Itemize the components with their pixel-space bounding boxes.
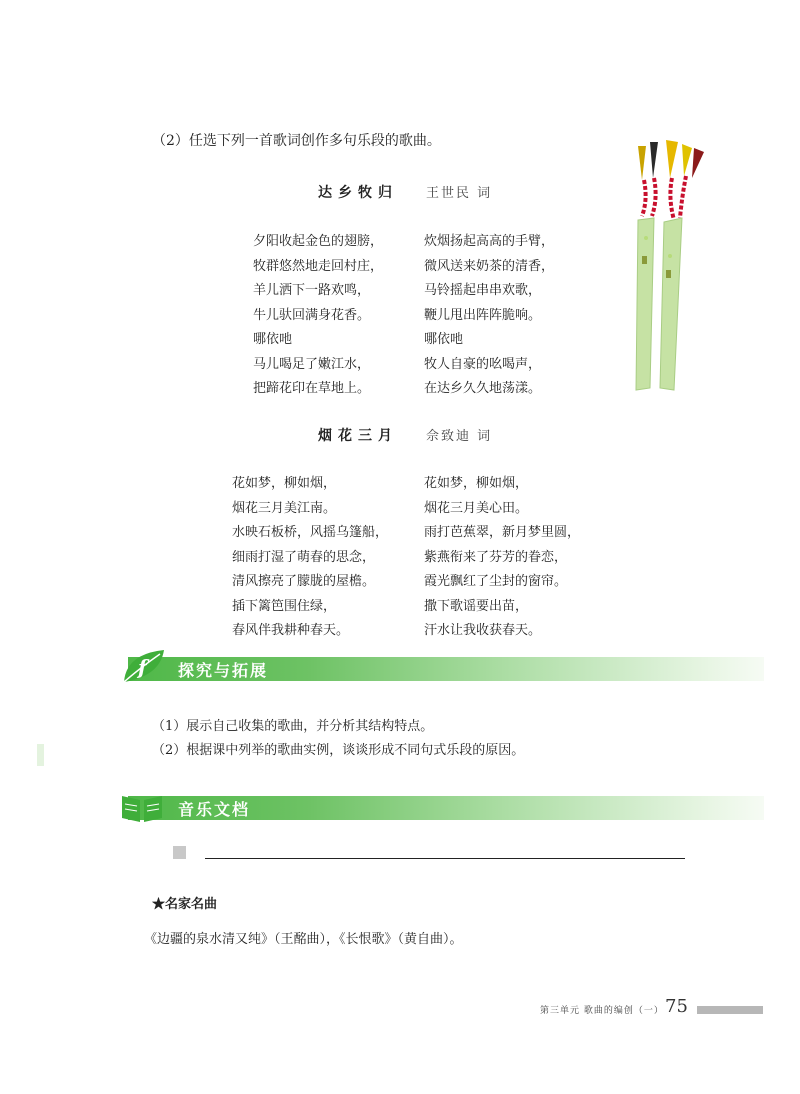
lyric-line: 微风送来奶茶的清香， [424, 258, 555, 274]
explore-item-1: （1）展示自己收集的歌曲，并分析其结构特点。 [152, 719, 434, 734]
lyric-line: 牧群悠然地走回村庄， [253, 258, 384, 274]
lyric-line: 紫燕衔来了芬芳的眷恋， [424, 549, 568, 565]
lyric-line: 花如梦，柳如烟， [424, 476, 529, 491]
lyric-line: 春风伴我耕种春天。 [232, 623, 350, 638]
lyric-line: 把蹄花印在草地上。 [253, 381, 371, 396]
song2-title: 烟花三月 [318, 428, 398, 444]
explore-banner [128, 657, 764, 681]
lyric-line: 夕阳收起金色的翅膀， [253, 234, 384, 249]
margin-marker [37, 744, 44, 766]
lyric-line: 细雨打湿了萌春的思念， [232, 549, 376, 565]
song1-lyrics-right [424, 230, 554, 402]
famous-works-text: 《边疆的泉水清又纯》（王酩曲），《长恨歌》（黄自曲）。 [144, 932, 463, 947]
lyric-line: 羊儿洒下一路欢鸣， [253, 283, 371, 298]
lyric-line: 撒下歌谣要出苗， [424, 598, 529, 614]
footer-unit: 第三单元 歌曲的编创（一） [540, 1006, 664, 1016]
song1-author: 王世民 词 [426, 186, 493, 201]
lyric-line: 清风擦亮了朦胧的屋檐。 [232, 574, 376, 589]
leaf-f-icon [120, 646, 168, 686]
song1-title: 达乡牧归 [318, 185, 398, 201]
lyric-line: 烟花三月美江南。 [232, 500, 337, 516]
explore-item-2: （2）根据课中列举的歌曲实例，谈谈形成不同句式乐段的原因。 [152, 743, 525, 758]
lyric-line: 哪依吔 [253, 332, 293, 347]
lyric-line: 哪依吔 [424, 332, 464, 347]
music-book-icon [118, 790, 166, 826]
lyric-line: 马铃摇起串串欢歌， [424, 283, 542, 298]
page-number: 75 [665, 996, 688, 1017]
song1-lyrics-left [253, 230, 383, 402]
tassel-decoration [628, 138, 708, 396]
footer-bar [697, 1006, 763, 1014]
svg-text:f: f [138, 655, 147, 679]
lyric-line: 在达乡久久地荡漾。 [424, 381, 542, 396]
lyric-line: 花如梦，柳如烟， [232, 476, 337, 491]
lyric-line: 汗水让我收获春天。 [424, 623, 542, 638]
lyric-line: 雨打芭蕉翠，新月梦里圆， [424, 525, 581, 540]
lyric-line: 烟花三月美心田。 [424, 500, 529, 516]
song2-author: 佘致迪 词 [426, 429, 493, 444]
fill-in-line [205, 858, 685, 859]
blank-marker [173, 846, 186, 859]
lyric-line: 鞭儿甩出阵阵脆响。 [424, 307, 542, 323]
lyric-line: 水映石板桥，风摇乌篷船， [232, 525, 389, 540]
explore-title: 探究与拓展 [178, 661, 269, 680]
famous-works-heading: ★名家名曲 [152, 897, 218, 912]
lyric-line: 牧人自豪的吆喝声， [424, 356, 542, 372]
lyric-line: 炊烟扬起高高的手臂， [424, 234, 555, 249]
song2-lyrics-right [424, 472, 580, 644]
docs-banner [128, 796, 764, 820]
lyric-line: 牛儿驮回满身花香。 [253, 307, 371, 323]
docs-title: 音乐文档 [178, 800, 251, 819]
song2-lyrics-left [232, 472, 388, 644]
task-instruction: （2）任选下列一首歌词创作多句乐段的歌曲。 [152, 133, 441, 149]
lyric-line: 霞光飘红了尘封的窗帘。 [424, 574, 568, 589]
lyric-line: 马儿喝足了嫩江水， [253, 356, 371, 372]
lyric-line: 插下篱笆围住绿， [232, 598, 337, 614]
